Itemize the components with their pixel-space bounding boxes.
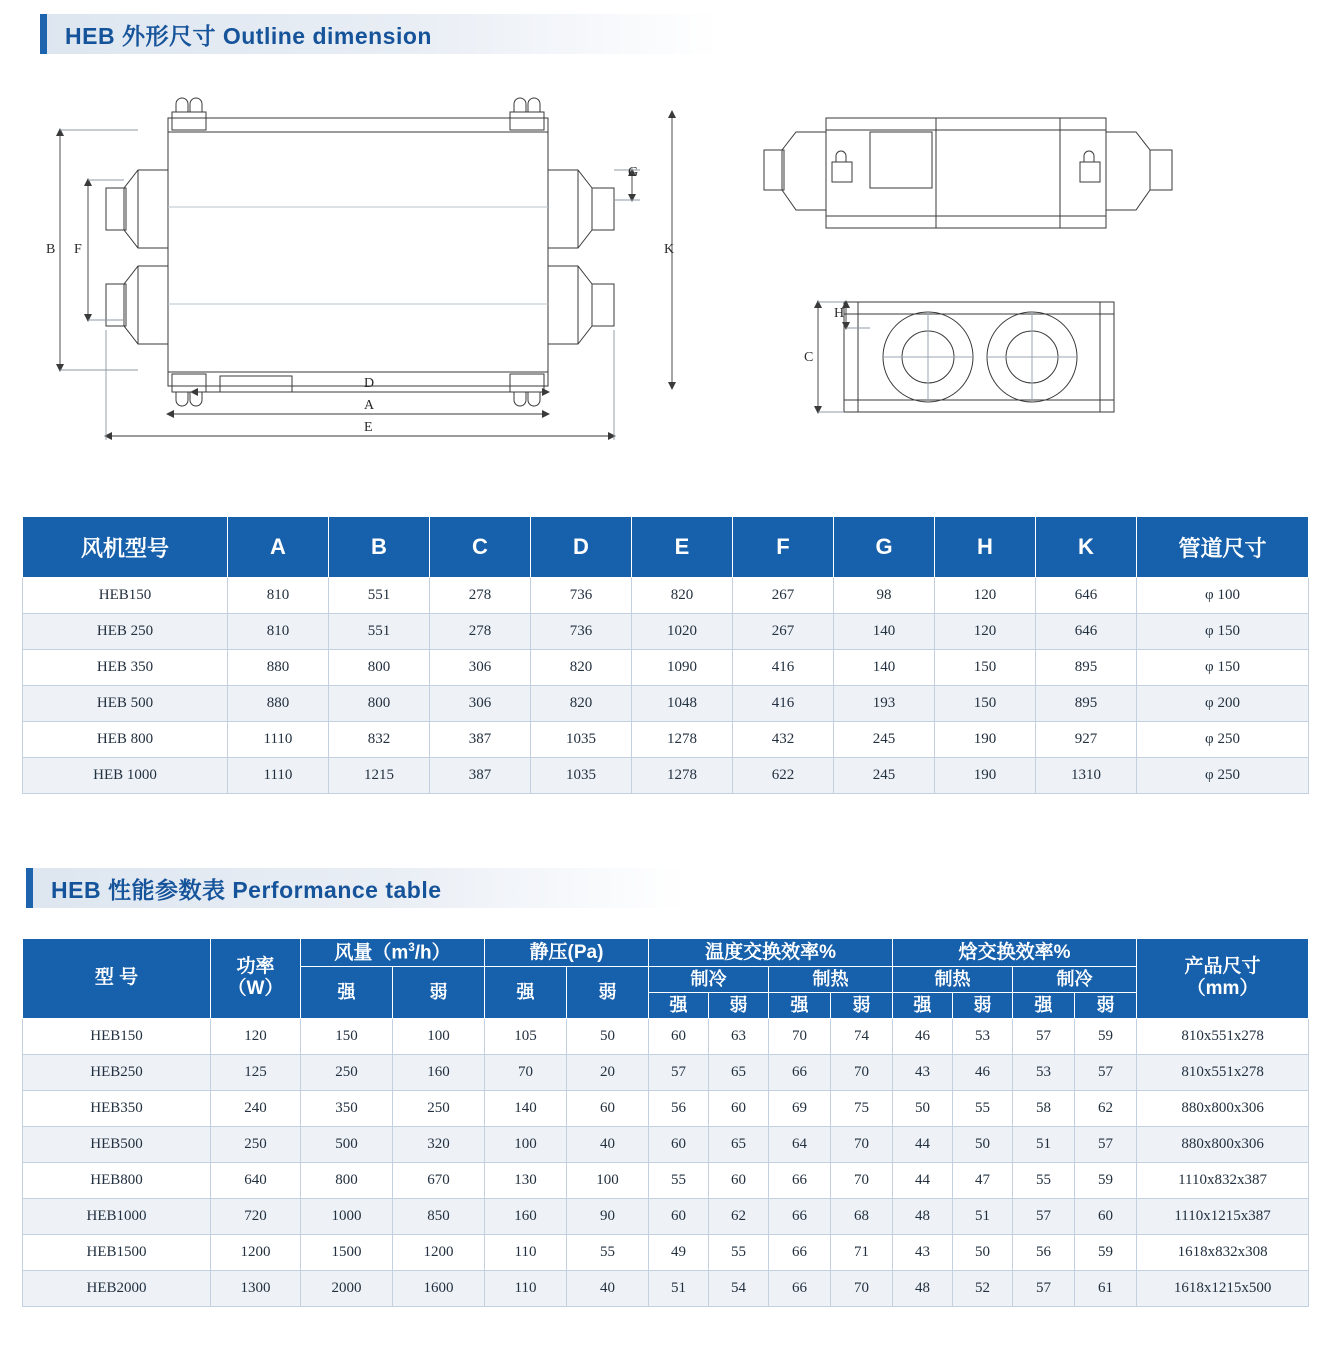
col-header-d: D bbox=[531, 517, 632, 578]
col-header-enthalpy-efficiency: 焓交换效率% bbox=[893, 939, 1137, 967]
col-header-power bbox=[211, 939, 301, 1019]
cell-enth-cooling-strong: 55 bbox=[1013, 1162, 1075, 1198]
table-row bbox=[23, 1198, 1309, 1234]
cell-airflow-strong: 1000 bbox=[301, 1198, 393, 1234]
cell-temp-cooling-strong: 57 bbox=[649, 1054, 709, 1090]
cell-b: 551 bbox=[329, 578, 430, 614]
cell-temp-cooling-weak: 60 bbox=[709, 1090, 769, 1126]
cell-c: 306 bbox=[430, 686, 531, 722]
cell-temp-cooling-strong: 60 bbox=[649, 1126, 709, 1162]
cell-enth-cooling-strong: 57 bbox=[1013, 1198, 1075, 1234]
col-header-enth-heating-strong: 强 bbox=[893, 992, 953, 1018]
product-size-line1: 产品尺寸 bbox=[1184, 956, 1261, 978]
cell-a: 810 bbox=[228, 614, 329, 650]
col-header-temp-cooling: 制冷 bbox=[649, 967, 769, 993]
cell-pressure-strong: 110 bbox=[485, 1270, 567, 1306]
cell-f: 267 bbox=[733, 614, 834, 650]
col-header-temp-cooling-weak: 弱 bbox=[709, 992, 769, 1018]
cell-product-size: 1110x1215x387 bbox=[1137, 1198, 1309, 1234]
cell-product-size: 1618x832x308 bbox=[1137, 1234, 1309, 1270]
col-header-airflow-weak: 弱 bbox=[393, 967, 485, 1018]
cell-pressure-weak: 100 bbox=[567, 1162, 649, 1198]
dim-label-e: E bbox=[364, 420, 373, 435]
col-header-model: 型 号 bbox=[23, 939, 211, 1019]
col-header-airflow: 风量$(m^3/h)$ bbox=[301, 939, 485, 967]
cell-power: 720 bbox=[211, 1198, 301, 1234]
cell-g: 245 bbox=[834, 722, 935, 758]
cell-temp-heating-weak: 70 bbox=[831, 1054, 893, 1090]
table-row bbox=[23, 650, 1309, 686]
cell-enth-heating-weak: 47 bbox=[953, 1162, 1013, 1198]
cell-temp-heating-strong: 69 bbox=[769, 1090, 831, 1126]
cell-f: 432 bbox=[733, 722, 834, 758]
cell-temp-cooling-strong: 49 bbox=[649, 1234, 709, 1270]
cell-a: 1110 bbox=[228, 722, 329, 758]
cell-airflow-weak: 160 bbox=[393, 1054, 485, 1090]
cell-product-size: 1618x1215x500 bbox=[1137, 1270, 1309, 1306]
cell-model: HEB150 bbox=[23, 578, 228, 614]
cell-a: 810 bbox=[228, 578, 329, 614]
col-header-temp-heating-strong: 强 bbox=[769, 992, 831, 1018]
cell-temp-cooling-weak: 65 bbox=[709, 1054, 769, 1090]
cell-airflow-weak: 670 bbox=[393, 1162, 485, 1198]
cell-h: 120 bbox=[935, 614, 1036, 650]
section-title-outline: HEB 外形尺寸 Outline dimension bbox=[65, 22, 432, 49]
col-header-g: G bbox=[834, 517, 935, 578]
cell-enth-heating-strong: 44 bbox=[893, 1162, 953, 1198]
cell-temp-heating-strong: 66 bbox=[769, 1054, 831, 1090]
cell-model: HEB 250 bbox=[23, 614, 228, 650]
cell-airflow-weak: 320 bbox=[393, 1126, 485, 1162]
cell-h: 150 bbox=[935, 686, 1036, 722]
cell-k: 1310 bbox=[1036, 758, 1137, 794]
outline-drawing bbox=[20, 70, 1310, 490]
col-header-k: K bbox=[1036, 517, 1137, 578]
cell-d: 736 bbox=[531, 578, 632, 614]
cell-e: 820 bbox=[632, 578, 733, 614]
cell-e: 1090 bbox=[632, 650, 733, 686]
cell-enth-heating-weak: 55 bbox=[953, 1090, 1013, 1126]
cell-temp-cooling-weak: 54 bbox=[709, 1270, 769, 1306]
cell-g: 140 bbox=[834, 614, 935, 650]
cell-airflow-strong: 1500 bbox=[301, 1234, 393, 1270]
col-header-temp-efficiency: 温度交换效率% bbox=[649, 939, 893, 967]
col-header-e: E bbox=[632, 517, 733, 578]
cell-f: 416 bbox=[733, 686, 834, 722]
dim-label-g: G bbox=[628, 165, 639, 180]
col-header-enth-cooling-strong: 强 bbox=[1013, 992, 1075, 1018]
cell-enth-cooling-strong: 57 bbox=[1013, 1270, 1075, 1306]
cell-c: 387 bbox=[430, 722, 531, 758]
cell-model: HEB250 bbox=[23, 1054, 211, 1090]
cell-d: 736 bbox=[531, 614, 632, 650]
cell-airflow-weak: 250 bbox=[393, 1090, 485, 1126]
cell-e: 1278 bbox=[632, 758, 733, 794]
dim-label-d: D bbox=[364, 376, 375, 391]
cell-c: 387 bbox=[430, 758, 531, 794]
accent-bar bbox=[40, 14, 47, 54]
power-label-line1: 功率 bbox=[236, 956, 275, 978]
cell-temp-cooling-weak: 62 bbox=[709, 1198, 769, 1234]
cell-temp-heating-weak: 71 bbox=[831, 1234, 893, 1270]
cell-power: 125 bbox=[211, 1054, 301, 1090]
cell-d: 820 bbox=[531, 650, 632, 686]
cell-enth-heating-strong: 43 bbox=[893, 1054, 953, 1090]
cell-duct-size: φ 150 bbox=[1137, 614, 1309, 650]
cell-enth-cooling-weak: 57 bbox=[1075, 1126, 1137, 1162]
cell-a: 880 bbox=[228, 650, 329, 686]
table-row bbox=[23, 578, 1309, 614]
cell-duct-size: φ 250 bbox=[1137, 722, 1309, 758]
cell-enth-heating-strong: 46 bbox=[893, 1018, 953, 1054]
cell-product-size: 1110x832x387 bbox=[1137, 1162, 1309, 1198]
cell-model: HEB800 bbox=[23, 1162, 211, 1198]
section-header-performance bbox=[26, 868, 686, 908]
cell-d: 1035 bbox=[531, 722, 632, 758]
cell-power: 1300 bbox=[211, 1270, 301, 1306]
cell-model: HEB2000 bbox=[23, 1270, 211, 1306]
cell-enth-cooling-strong: 56 bbox=[1013, 1234, 1075, 1270]
table-row bbox=[23, 614, 1309, 650]
cell-g: 140 bbox=[834, 650, 935, 686]
cell-airflow-weak: 850 bbox=[393, 1198, 485, 1234]
cell-product-size: 810x551x278 bbox=[1137, 1054, 1309, 1090]
cell-temp-cooling-weak: 63 bbox=[709, 1018, 769, 1054]
table-header-row bbox=[23, 517, 1309, 578]
table-row bbox=[23, 1126, 1309, 1162]
cell-enth-heating-weak: 46 bbox=[953, 1054, 1013, 1090]
cell-temp-heating-strong: 70 bbox=[769, 1018, 831, 1054]
cell-model: HEB350 bbox=[23, 1090, 211, 1126]
col-header-h: H bbox=[935, 517, 1036, 578]
cell-temp-heating-weak: 70 bbox=[831, 1270, 893, 1306]
cell-enth-cooling-weak: 61 bbox=[1075, 1270, 1137, 1306]
cell-airflow-strong: 2000 bbox=[301, 1270, 393, 1306]
col-header-enth-cooling: 制冷 bbox=[1013, 967, 1137, 993]
cell-e: 1278 bbox=[632, 722, 733, 758]
drawing-svg bbox=[20, 70, 1310, 490]
cell-airflow-strong: 150 bbox=[301, 1018, 393, 1054]
table-header-row-1 bbox=[23, 939, 1309, 967]
cell-model: HEB 800 bbox=[23, 722, 228, 758]
cell-pressure-weak: 50 bbox=[567, 1018, 649, 1054]
cell-c: 278 bbox=[430, 578, 531, 614]
col-header-enth-heating-weak: 弱 bbox=[953, 992, 1013, 1018]
cell-product-size: 810x551x278 bbox=[1137, 1018, 1309, 1054]
cell-enth-heating-weak: 52 bbox=[953, 1270, 1013, 1306]
cell-airflow-strong: 350 bbox=[301, 1090, 393, 1126]
cell-duct-size: φ 150 bbox=[1137, 650, 1309, 686]
cell-temp-cooling-strong: 60 bbox=[649, 1018, 709, 1054]
cell-d: 1035 bbox=[531, 758, 632, 794]
cell-pressure-weak: 40 bbox=[567, 1270, 649, 1306]
cell-h: 190 bbox=[935, 722, 1036, 758]
cell-enth-cooling-weak: 59 bbox=[1075, 1018, 1137, 1054]
col-header-temp-heating-weak: 弱 bbox=[831, 992, 893, 1018]
cell-product-size: 880x800x306 bbox=[1137, 1090, 1309, 1126]
table-row bbox=[23, 1162, 1309, 1198]
cell-b: 551 bbox=[329, 614, 430, 650]
col-header-pressure-strong: 强 bbox=[485, 967, 567, 1018]
cell-airflow-weak: 1200 bbox=[393, 1234, 485, 1270]
cell-temp-heating-strong: 66 bbox=[769, 1270, 831, 1306]
dimension-table bbox=[22, 516, 1309, 794]
cell-k: 927 bbox=[1036, 722, 1137, 758]
cell-temp-cooling-strong: 56 bbox=[649, 1090, 709, 1126]
cell-h: 120 bbox=[935, 578, 1036, 614]
dim-label-k: K bbox=[664, 242, 675, 257]
dim-label-h: H bbox=[834, 306, 845, 321]
cell-model: HEB 1000 bbox=[23, 758, 228, 794]
cell-power: 240 bbox=[211, 1090, 301, 1126]
cell-enth-cooling-weak: 59 bbox=[1075, 1234, 1137, 1270]
cell-k: 895 bbox=[1036, 650, 1137, 686]
cell-enth-heating-weak: 51 bbox=[953, 1198, 1013, 1234]
cell-c: 306 bbox=[430, 650, 531, 686]
cell-enth-heating-weak: 53 bbox=[953, 1018, 1013, 1054]
cell-b: 800 bbox=[329, 686, 430, 722]
cell-pressure-strong: 110 bbox=[485, 1234, 567, 1270]
table-row bbox=[23, 1270, 1309, 1306]
cell-temp-heating-weak: 70 bbox=[831, 1126, 893, 1162]
col-header-pressure-weak: 弱 bbox=[567, 967, 649, 1018]
cell-pressure-weak: 55 bbox=[567, 1234, 649, 1270]
cell-temp-heating-weak: 75 bbox=[831, 1090, 893, 1126]
col-header-duct-size: 管道尺寸 bbox=[1137, 517, 1309, 578]
col-header-a: A bbox=[228, 517, 329, 578]
product-size-line2: （mm） bbox=[1186, 978, 1259, 1000]
cell-enth-heating-weak: 50 bbox=[953, 1234, 1013, 1270]
cell-model: HEB1500 bbox=[23, 1234, 211, 1270]
table-row bbox=[23, 1054, 1309, 1090]
cell-d: 820 bbox=[531, 686, 632, 722]
cell-power: 120 bbox=[211, 1018, 301, 1054]
dim-label-c: C bbox=[804, 350, 814, 365]
cell-temp-heating-weak: 70 bbox=[831, 1162, 893, 1198]
cell-f: 416 bbox=[733, 650, 834, 686]
col-header-c: C bbox=[430, 517, 531, 578]
cell-temp-cooling-strong: 55 bbox=[649, 1162, 709, 1198]
cell-model: HEB150 bbox=[23, 1018, 211, 1054]
cell-temp-heating-weak: 68 bbox=[831, 1198, 893, 1234]
cell-airflow-strong: 800 bbox=[301, 1162, 393, 1198]
cell-temp-heating-strong: 66 bbox=[769, 1162, 831, 1198]
cell-duct-size: φ 200 bbox=[1137, 686, 1309, 722]
cell-airflow-weak: 100 bbox=[393, 1018, 485, 1054]
cell-pressure-strong: 105 bbox=[485, 1018, 567, 1054]
cell-b: 800 bbox=[329, 650, 430, 686]
dim-label-a: A bbox=[364, 398, 375, 413]
cell-airflow-weak: 1600 bbox=[393, 1270, 485, 1306]
col-header-f: F bbox=[733, 517, 834, 578]
dim-label-f: F bbox=[74, 242, 82, 257]
table-row bbox=[23, 1234, 1309, 1270]
cell-h: 190 bbox=[935, 758, 1036, 794]
cell-e: 1020 bbox=[632, 614, 733, 650]
cell-pressure-weak: 90 bbox=[567, 1198, 649, 1234]
power-label-line2: （W） bbox=[227, 978, 284, 1000]
col-header-b: B bbox=[329, 517, 430, 578]
cell-airflow-strong: 500 bbox=[301, 1126, 393, 1162]
cell-pressure-strong: 140 bbox=[485, 1090, 567, 1126]
col-header-airflow-strong: 强 bbox=[301, 967, 393, 1018]
table-row bbox=[23, 1018, 1309, 1054]
cell-enth-heating-weak: 50 bbox=[953, 1126, 1013, 1162]
cell-power: 1200 bbox=[211, 1234, 301, 1270]
cell-temp-heating-strong: 64 bbox=[769, 1126, 831, 1162]
cell-model: HEB 350 bbox=[23, 650, 228, 686]
col-header-model: 风机型号 bbox=[23, 517, 228, 578]
cell-enth-cooling-weak: 60 bbox=[1075, 1198, 1137, 1234]
section-title-performance: HEB 性能参数表 Performance table bbox=[51, 876, 442, 903]
performance-table bbox=[22, 938, 1309, 1307]
cell-power: 640 bbox=[211, 1162, 301, 1198]
cell-pressure-weak: 20 bbox=[567, 1054, 649, 1090]
cell-temp-cooling-weak: 65 bbox=[709, 1126, 769, 1162]
cell-model: HEB500 bbox=[23, 1126, 211, 1162]
cell-temp-cooling-strong: 60 bbox=[649, 1198, 709, 1234]
cell-enth-cooling-weak: 57 bbox=[1075, 1054, 1137, 1090]
col-header-temp-heating: 制热 bbox=[769, 967, 893, 993]
cell-enth-heating-strong: 48 bbox=[893, 1270, 953, 1306]
section-header-outline bbox=[40, 14, 720, 54]
cell-c: 278 bbox=[430, 614, 531, 650]
cell-f: 267 bbox=[733, 578, 834, 614]
cell-pressure-strong: 100 bbox=[485, 1126, 567, 1162]
accent-bar bbox=[26, 868, 33, 908]
cell-f: 622 bbox=[733, 758, 834, 794]
cell-a: 880 bbox=[228, 686, 329, 722]
cell-enth-heating-strong: 43 bbox=[893, 1234, 953, 1270]
cell-pressure-weak: 60 bbox=[567, 1090, 649, 1126]
cell-model: HEB1000 bbox=[23, 1198, 211, 1234]
cell-pressure-strong: 130 bbox=[485, 1162, 567, 1198]
cell-duct-size: φ 100 bbox=[1137, 578, 1309, 614]
cell-b: 1215 bbox=[329, 758, 430, 794]
cell-k: 646 bbox=[1036, 614, 1137, 650]
cell-temp-cooling-weak: 55 bbox=[709, 1234, 769, 1270]
cell-enth-cooling-strong: 51 bbox=[1013, 1126, 1075, 1162]
cell-enth-cooling-strong: 58 bbox=[1013, 1090, 1075, 1126]
cell-power: 250 bbox=[211, 1126, 301, 1162]
col-header-enth-cooling-weak: 弱 bbox=[1075, 992, 1137, 1018]
cell-pressure-weak: 40 bbox=[567, 1126, 649, 1162]
cell-enth-cooling-strong: 57 bbox=[1013, 1018, 1075, 1054]
col-header-product-size bbox=[1137, 939, 1309, 1019]
table-row bbox=[23, 722, 1309, 758]
cell-enth-cooling-strong: 53 bbox=[1013, 1054, 1075, 1090]
col-header-temp-cooling-strong: 强 bbox=[649, 992, 709, 1018]
cell-a: 1110 bbox=[228, 758, 329, 794]
cell-enth-cooling-weak: 59 bbox=[1075, 1162, 1137, 1198]
cell-g: 193 bbox=[834, 686, 935, 722]
cell-g: 245 bbox=[834, 758, 935, 794]
cell-temp-cooling-strong: 51 bbox=[649, 1270, 709, 1306]
cell-duct-size: φ 250 bbox=[1137, 758, 1309, 794]
cell-temp-heating-strong: 66 bbox=[769, 1198, 831, 1234]
cell-b: 832 bbox=[329, 722, 430, 758]
cell-temp-heating-weak: 74 bbox=[831, 1018, 893, 1054]
cell-k: 895 bbox=[1036, 686, 1137, 722]
cell-airflow-strong: 250 bbox=[301, 1054, 393, 1090]
cell-e: 1048 bbox=[632, 686, 733, 722]
cell-pressure-strong: 70 bbox=[485, 1054, 567, 1090]
cell-pressure-strong: 160 bbox=[485, 1198, 567, 1234]
cell-temp-cooling-weak: 60 bbox=[709, 1162, 769, 1198]
col-header-static-pressure: 静压(Pa) bbox=[485, 939, 649, 967]
cell-product-size: 880x800x306 bbox=[1137, 1126, 1309, 1162]
cell-temp-heating-strong: 66 bbox=[769, 1234, 831, 1270]
cell-enth-cooling-weak: 62 bbox=[1075, 1090, 1137, 1126]
col-header-enth-heating: 制热 bbox=[893, 967, 1013, 993]
cell-enth-heating-strong: 48 bbox=[893, 1198, 953, 1234]
table-row bbox=[23, 758, 1309, 794]
cell-model: HEB 500 bbox=[23, 686, 228, 722]
dim-label-b: B bbox=[46, 242, 56, 257]
cell-enth-heating-strong: 50 bbox=[893, 1090, 953, 1126]
cell-enth-heating-strong: 44 bbox=[893, 1126, 953, 1162]
table-row bbox=[23, 686, 1309, 722]
cell-h: 150 bbox=[935, 650, 1036, 686]
table-row bbox=[23, 1090, 1309, 1126]
cell-k: 646 bbox=[1036, 578, 1137, 614]
cell-g: 98 bbox=[834, 578, 935, 614]
